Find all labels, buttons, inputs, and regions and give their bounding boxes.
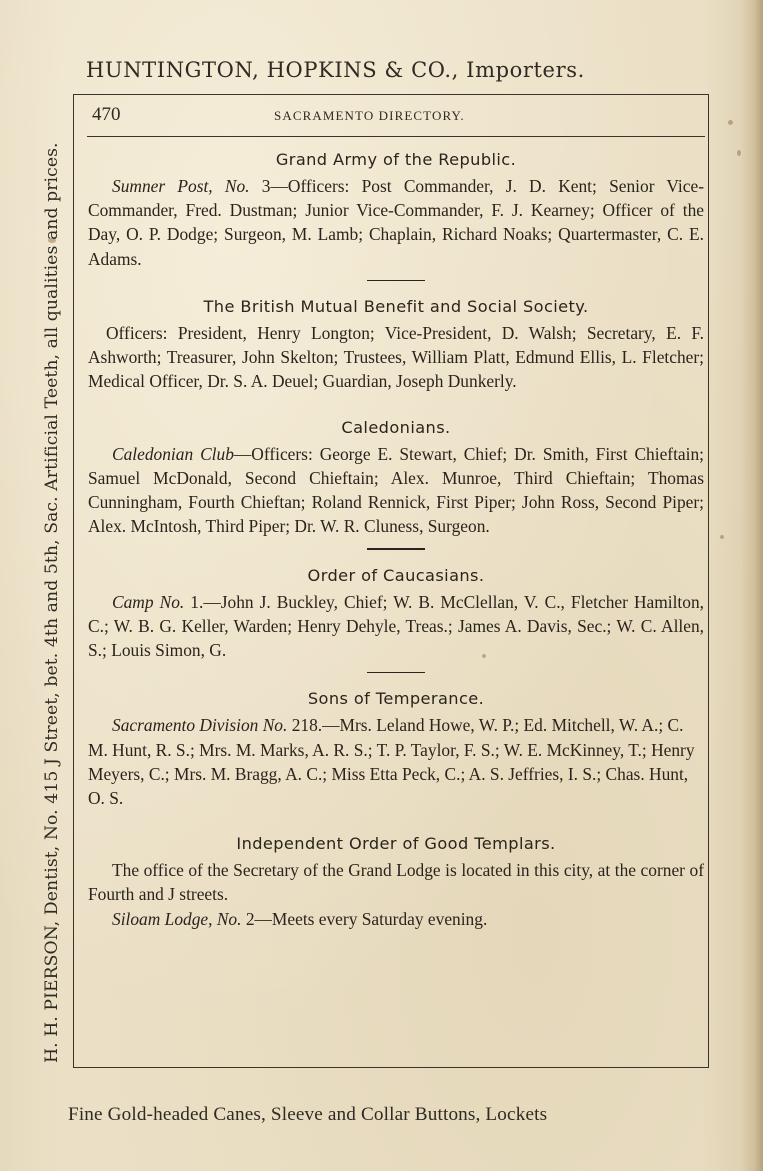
section-title: Caledonians. [341,417,451,437]
section-british-mutual [88,295,704,394]
lodge-entry [88,907,704,931]
section-divider [367,280,425,281]
lead-italic: Sacramento Division No. [112,715,288,736]
body-text: 1.—John J. Buckley, Chief; W. B. McClellan, V. C., Fletcher Hamilton, C.; W. B. G. Keller, Warden; Henry Dehyle, Treas.; James A. Davis, Sec.; W. C. Allen, S.; Louis Simon, G. [88,591,704,661]
section-body [88,442,704,539]
section-good-templars [88,832,704,931]
section-title: Grand Army of the Republic. [275,150,517,169]
section-divider [367,548,425,549]
lead-italic: Sumner Post, No. [112,176,250,196]
section-title: Sons of Temperance. [307,689,485,709]
section-title: The British Mutual Benefit and Social Society. [203,297,589,316]
body-text: 2—Meets every Saturday evening. [241,908,488,929]
section-caledonians [88,416,704,539]
running-title: SACRAMENTO DIRECTORY. [274,108,465,123]
body-text: The office of the Secretary of the Grand Lodge is located in this city, at the corner of Fourth and J streets. [88,860,704,905]
section-divider [367,672,425,673]
section-title: Independent Order of Good Templars. [236,834,556,854]
section-body [88,858,704,906]
body-text: 218.—Mrs. Leland Howe, W. P.; Ed. Mitchell, W. A.; C. M. Hunt, R. S.; Mrs. M. Marks, A. R. S.; T. P. Taylor, F. S.; W. E. McKinney, T.; Henry Meyers, C.; Mrs. M. Bragg, A. C.; Miss Etta Peck, C.; A. S. Jeffries, I. S.; Chas. Hunt, O. S. [88,715,695,809]
lead-italic: Camp No. [112,591,185,612]
directory-content [88,148,704,931]
top-advertisement-banner: HUNTINGTON, HOPKINS & CO., Importers. [86,58,585,82]
section-body [88,590,704,663]
foxing-spot [728,120,733,125]
bottom-advertisement-banner: Fine Gold-headed Canes, Sleeve and Collar Buttons, Lockets [68,1104,548,1125]
side-advertisement-banner: H. H. PIERSON, Dentist, No. 415 J Street, bet. 4th and 5th, Sac. Artificial Teeth, all qualities and prices. [42,142,62,1063]
running-head [87,100,705,137]
body-text: Officers: President, Henry Longton; Vice-President, D. Walsh; Secretary, E. F. Ashworth; Treasurer, John Skelton; Trustees, William Platt, Edmund Ellis, L. Fletcher; Medical Officer, Dr. S. A. Deuel; Guardian, Joseph Dunkerly. [88,323,704,392]
foxing-spot [720,535,724,539]
section-body [88,713,704,810]
section-order-of-caucasians [88,564,704,663]
body-text: —Officers: George E. Stewart, Chief; Dr. Smith, First Chieftain; Samuel McDonald, Second Chieftain; Alex. Munroe, Third Chieftain; Thomas Cunningham, Fourth Chieftan; Roland Rennick, First Piper; John Ross, Second Piper; Alex. McIntosh, Third Piper; Dr. W. R. Cluness, Surgeon. [88,443,705,537]
section-sons-of-temperance [88,687,704,810]
section-grand-army [88,148,704,271]
lead-italic: Siloam Lodge, No. [112,908,242,929]
section-body [88,321,704,394]
section-title: Order of Caucasians. [307,565,485,585]
section-body [88,174,704,271]
foxing-spot [48,238,56,243]
page-number: 470 [92,104,121,125]
foxing-spot [737,150,741,156]
foxing-spot [482,654,486,658]
page-edge [741,0,763,1171]
lead-italic: Caledonian Club [112,443,234,464]
body-text: 3—Officers: Post Commander, J. D. Kent; Senior Vice-Commander, Fred. Dustman; Junior Vice-Commander, F. J. Kearney; Officer of the Day, O. P. Dodge; Surgeon, M. Lamb; Chaplain, Richard Noaks; Quartermaster, C. E. Adams. [88,176,704,269]
